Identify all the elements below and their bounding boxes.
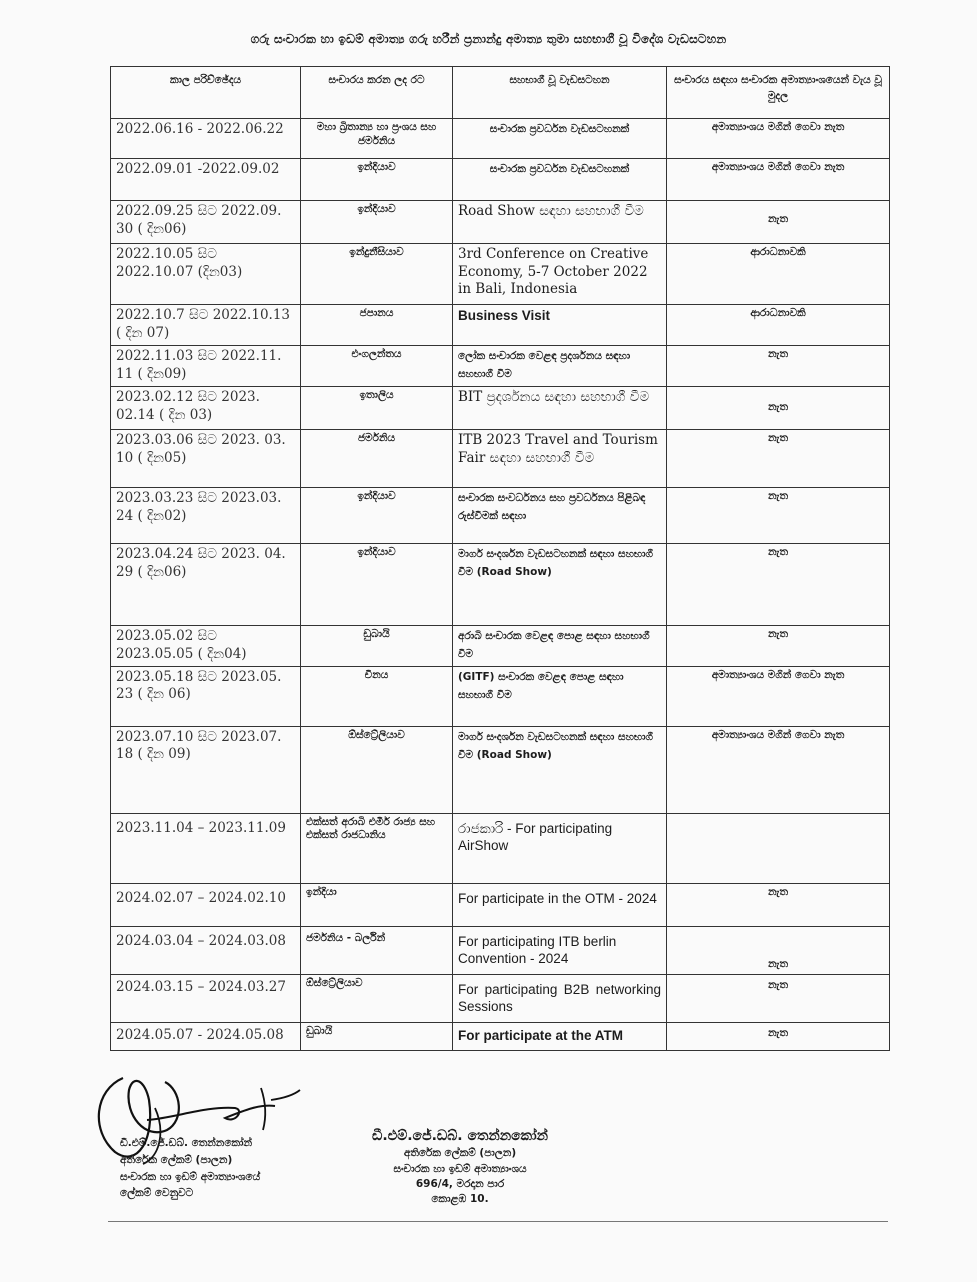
cell-cost: නැත <box>667 346 890 387</box>
cell-cost: නැත <box>667 1022 890 1050</box>
table-row <box>111 666 890 726</box>
signature-block <box>120 1135 260 1202</box>
cell-program: BIT ප්‍රදර්ශනය සඳහා සහභාගී වීම <box>453 387 667 430</box>
cell-date: 2024.03.15 – 2024.03.27 <box>111 974 301 1022</box>
table-row <box>111 244 890 305</box>
cell-date: 2023.02.12 සිට 2023. 02.14 ( දින 03) <box>111 387 301 430</box>
cell-program: For participating ITB berlin Convention - 2024 <box>453 926 667 974</box>
cell-program: සංචාරක ප්‍රවර්ධන වැඩසටහනක් <box>453 159 667 201</box>
table-row <box>111 387 890 430</box>
cell-program: (GITF) සංචාරක වෙළඳ පොළ සඳහා සහභාගී වීම <box>453 666 667 726</box>
cell-country: ඉතාලිය <box>301 387 453 430</box>
cell-date: 2022.09.01 -2022.09.02 <box>111 159 301 201</box>
cell-cost: නැත <box>667 544 890 626</box>
cell-cost: නැත <box>667 387 890 430</box>
cell-program: For participate at the ATM <box>453 1022 667 1050</box>
table-row <box>111 346 890 387</box>
header-cost: සංචාරය සඳහා සංචාරක අමාත්‍යාංශයෙන් වැය වූ මුදල <box>667 67 890 119</box>
table-row <box>111 1022 890 1050</box>
cell-cost: අමාත්‍යාංශය මගින් ගෙවා නැත <box>667 159 890 201</box>
cell-country: ඩුබායි <box>301 626 453 667</box>
cell-country: ජර්මනිය - බර්ලින් <box>301 926 453 974</box>
stamp-title: අතිරේක ලේකම් (පාලන) <box>403 1147 517 1160</box>
cell-program: Business Visit <box>453 305 667 346</box>
stamp-name: ඩී.එම්.ජේ.ඩබ්. තෙන්නකෝන් <box>372 1128 548 1144</box>
cell-program: සංචාරක ප්‍රවර්ධන වැඩසටහනක් <box>453 119 667 159</box>
table-row <box>111 119 890 159</box>
cell-program: රාජකාරි - For participating AirShow <box>453 813 667 883</box>
cell-date: 2023.07.10 සිට 2023.07. 18 ( දින 09) <box>111 726 301 813</box>
table-row <box>111 488 890 544</box>
cell-program: මාර්ග සංදර්ශන වැඩසටහනක් සඳහා සහභාගී වීම (Road Show) <box>453 544 667 626</box>
table-row <box>111 305 890 346</box>
bottom-rule <box>108 1221 888 1222</box>
cell-date: 2024.02.07 – 2024.02.10 <box>111 883 301 926</box>
cell-country: ඕස්ට්‍රේලියාව <box>301 726 453 813</box>
page-title: ගරු සංචාරක හා ඉඩම් අමාත්‍ය ගරු හරීන් ප්‍රනාන්දු අමාත්‍ය තුමා සහභාගී වූ විදේශ වැඩසටහන <box>250 32 727 46</box>
cell-date: 2024.03.04 – 2024.03.08 <box>111 926 301 974</box>
cell-country: ඉන්දියාව <box>301 201 453 244</box>
table-row <box>111 974 890 1022</box>
cell-program: Road Show සඳහා සහභාගී වීම <box>453 201 667 244</box>
signatory-behalf: ලේකම් වෙනුවට <box>120 1187 194 1200</box>
cell-date: 2023.03.06 සිට 2023. 03. 10 ( දින05) <box>111 430 301 488</box>
cell-cost: අමාත්‍යාංශය මගින් ගෙවා නැත <box>667 726 890 813</box>
cell-country: ඉන්දියාව <box>301 159 453 201</box>
table-row <box>111 926 890 974</box>
cell-date: 2023.05.02 සිට 2023.05.05 ( දින04) <box>111 626 301 667</box>
official-stamp <box>350 1126 570 1207</box>
cell-date: 2022.11.03 සිට 2022.11. 11 ( දින09) <box>111 346 301 387</box>
table-row <box>111 813 890 883</box>
cell-program: අරාබි සංචාරක වෙළඳ පොළ සඳහා සහභාගී වීම <box>453 626 667 667</box>
cell-date: 2024.05.07 - 2024.05.08 <box>111 1022 301 1050</box>
cell-program: For participating B2B networking Sessions <box>453 974 667 1022</box>
cell-cost: නැත <box>667 430 890 488</box>
cell-country: ජර්මනිය <box>301 430 453 488</box>
table-row <box>111 726 890 813</box>
stamp-address: 696/4, මරදාන පාර <box>415 1177 505 1190</box>
cell-cost: අමාත්‍යාංශය මගින් ගෙවා නැත <box>667 666 890 726</box>
cell-country: ජපානය <box>301 305 453 346</box>
stamp-ministry: සංචාරක හා ඉඩම් අමාත්‍යාංශය <box>393 1162 527 1175</box>
cell-country: මහා බ්‍රිතාන්‍ය හා ප්‍රංශය සහ ජර්මනිය <box>301 119 453 159</box>
table-row <box>111 201 890 244</box>
cell-program: මාර්ග සංදර්ශන වැඩසටහනක් සඳහා සහභාගී වීම (Road Show) <box>453 726 667 813</box>
table-header-row <box>111 67 890 119</box>
header-period: කාල පරිච්ඡේදය <box>111 67 301 119</box>
cell-date: 2022.06.16 - 2022.06.22 <box>111 119 301 159</box>
cell-country: ඉන්දියාව <box>301 488 453 544</box>
cell-cost: නැත <box>667 974 890 1022</box>
cell-country: ඉන්දියා <box>301 883 453 926</box>
cell-cost: නැත <box>667 883 890 926</box>
cell-date: 2022.10.7 සිට 2022.10.13 ( දින 07) <box>111 305 301 346</box>
cell-cost: නැත <box>667 626 890 667</box>
table-row <box>111 159 890 201</box>
cell-country: එංගලන්තය <box>301 346 453 387</box>
cell-cost: නැත <box>667 201 890 244</box>
cell-cost: නැත <box>667 926 890 974</box>
table-row <box>111 430 890 488</box>
cell-program: For participate in the OTM - 2024 <box>453 883 667 926</box>
cell-program: ලෝක සංචාරක වෙළඳ ප්‍රදර්ශනය සඳහා සහභාගී වීම <box>453 346 667 387</box>
signatory-title: අතිරේක ලේකම් (පාලන) <box>120 1153 233 1166</box>
cell-country: චීනය <box>301 666 453 726</box>
signatory-ministry: සංචාරක හා ඉඩම් අමාත්‍යාංශයේ <box>120 1170 261 1183</box>
cell-cost: ආරාධනාවකි <box>667 305 890 346</box>
cell-date: 2022.09.25 සිට 2022.09. 30 ( දින06) <box>111 201 301 244</box>
cell-cost <box>667 813 890 883</box>
cell-country: එක්සත් අරාබි එමීර් රාජ්‍ය සහ එක්සත් රාජධානිය <box>301 813 453 883</box>
stamp-city: කොළඹ 10. <box>431 1192 489 1205</box>
cell-program: සංචාරක සංවර්ධනය සහ ප්‍රවර්ධනය පිළිබඳ රුස්වීමක් සඳහා <box>453 488 667 544</box>
cell-date: 2023.03.23 සිට 2023.03. 24 ( දින02) <box>111 488 301 544</box>
cell-cost: ආරාධනාවකි <box>667 244 890 305</box>
table-row <box>111 883 890 926</box>
cell-country: ඕස්ට්‍රේලියාව <box>301 974 453 1022</box>
table-row <box>111 544 890 626</box>
cell-date: 2023.05.18 සිට 2023.05. 23 ( දින 06) <box>111 666 301 726</box>
cell-date: 2022.10.05 සිට 2022.10.07 (දින03) <box>111 244 301 305</box>
cell-cost: අමාත්‍යාංශය මගින් ගෙවා නැත <box>667 119 890 159</box>
table-row <box>111 626 890 667</box>
signatory-name: ඩී.එම්.ජේ.ඩබ්. තෙන්නකෝන් <box>120 1137 252 1149</box>
cell-country: ඩුබායි <box>301 1022 453 1050</box>
cell-program: ITB 2023 Travel and Tourism Fair සඳහා සහභාගී වීම <box>453 430 667 488</box>
cell-country: ඉන්දියාව <box>301 544 453 626</box>
cell-date: 2023.11.04 – 2023.11.09 <box>111 813 301 883</box>
cell-country: ඉන්දුනීසියාව <box>301 244 453 305</box>
cell-program: 3rd Conference on Creative Economy, 5-7 October 2022 in Bali, Indonesia <box>453 244 667 305</box>
header-country: සංචාරය කරන ලද රට <box>301 67 453 119</box>
visits-table <box>110 66 890 1051</box>
cell-cost: නැත <box>667 488 890 544</box>
header-program: සහභාගී වූ වැඩසටහන <box>453 67 667 119</box>
cell-date: 2023.04.24 සිට 2023. 04. 29 ( දින06) <box>111 544 301 626</box>
